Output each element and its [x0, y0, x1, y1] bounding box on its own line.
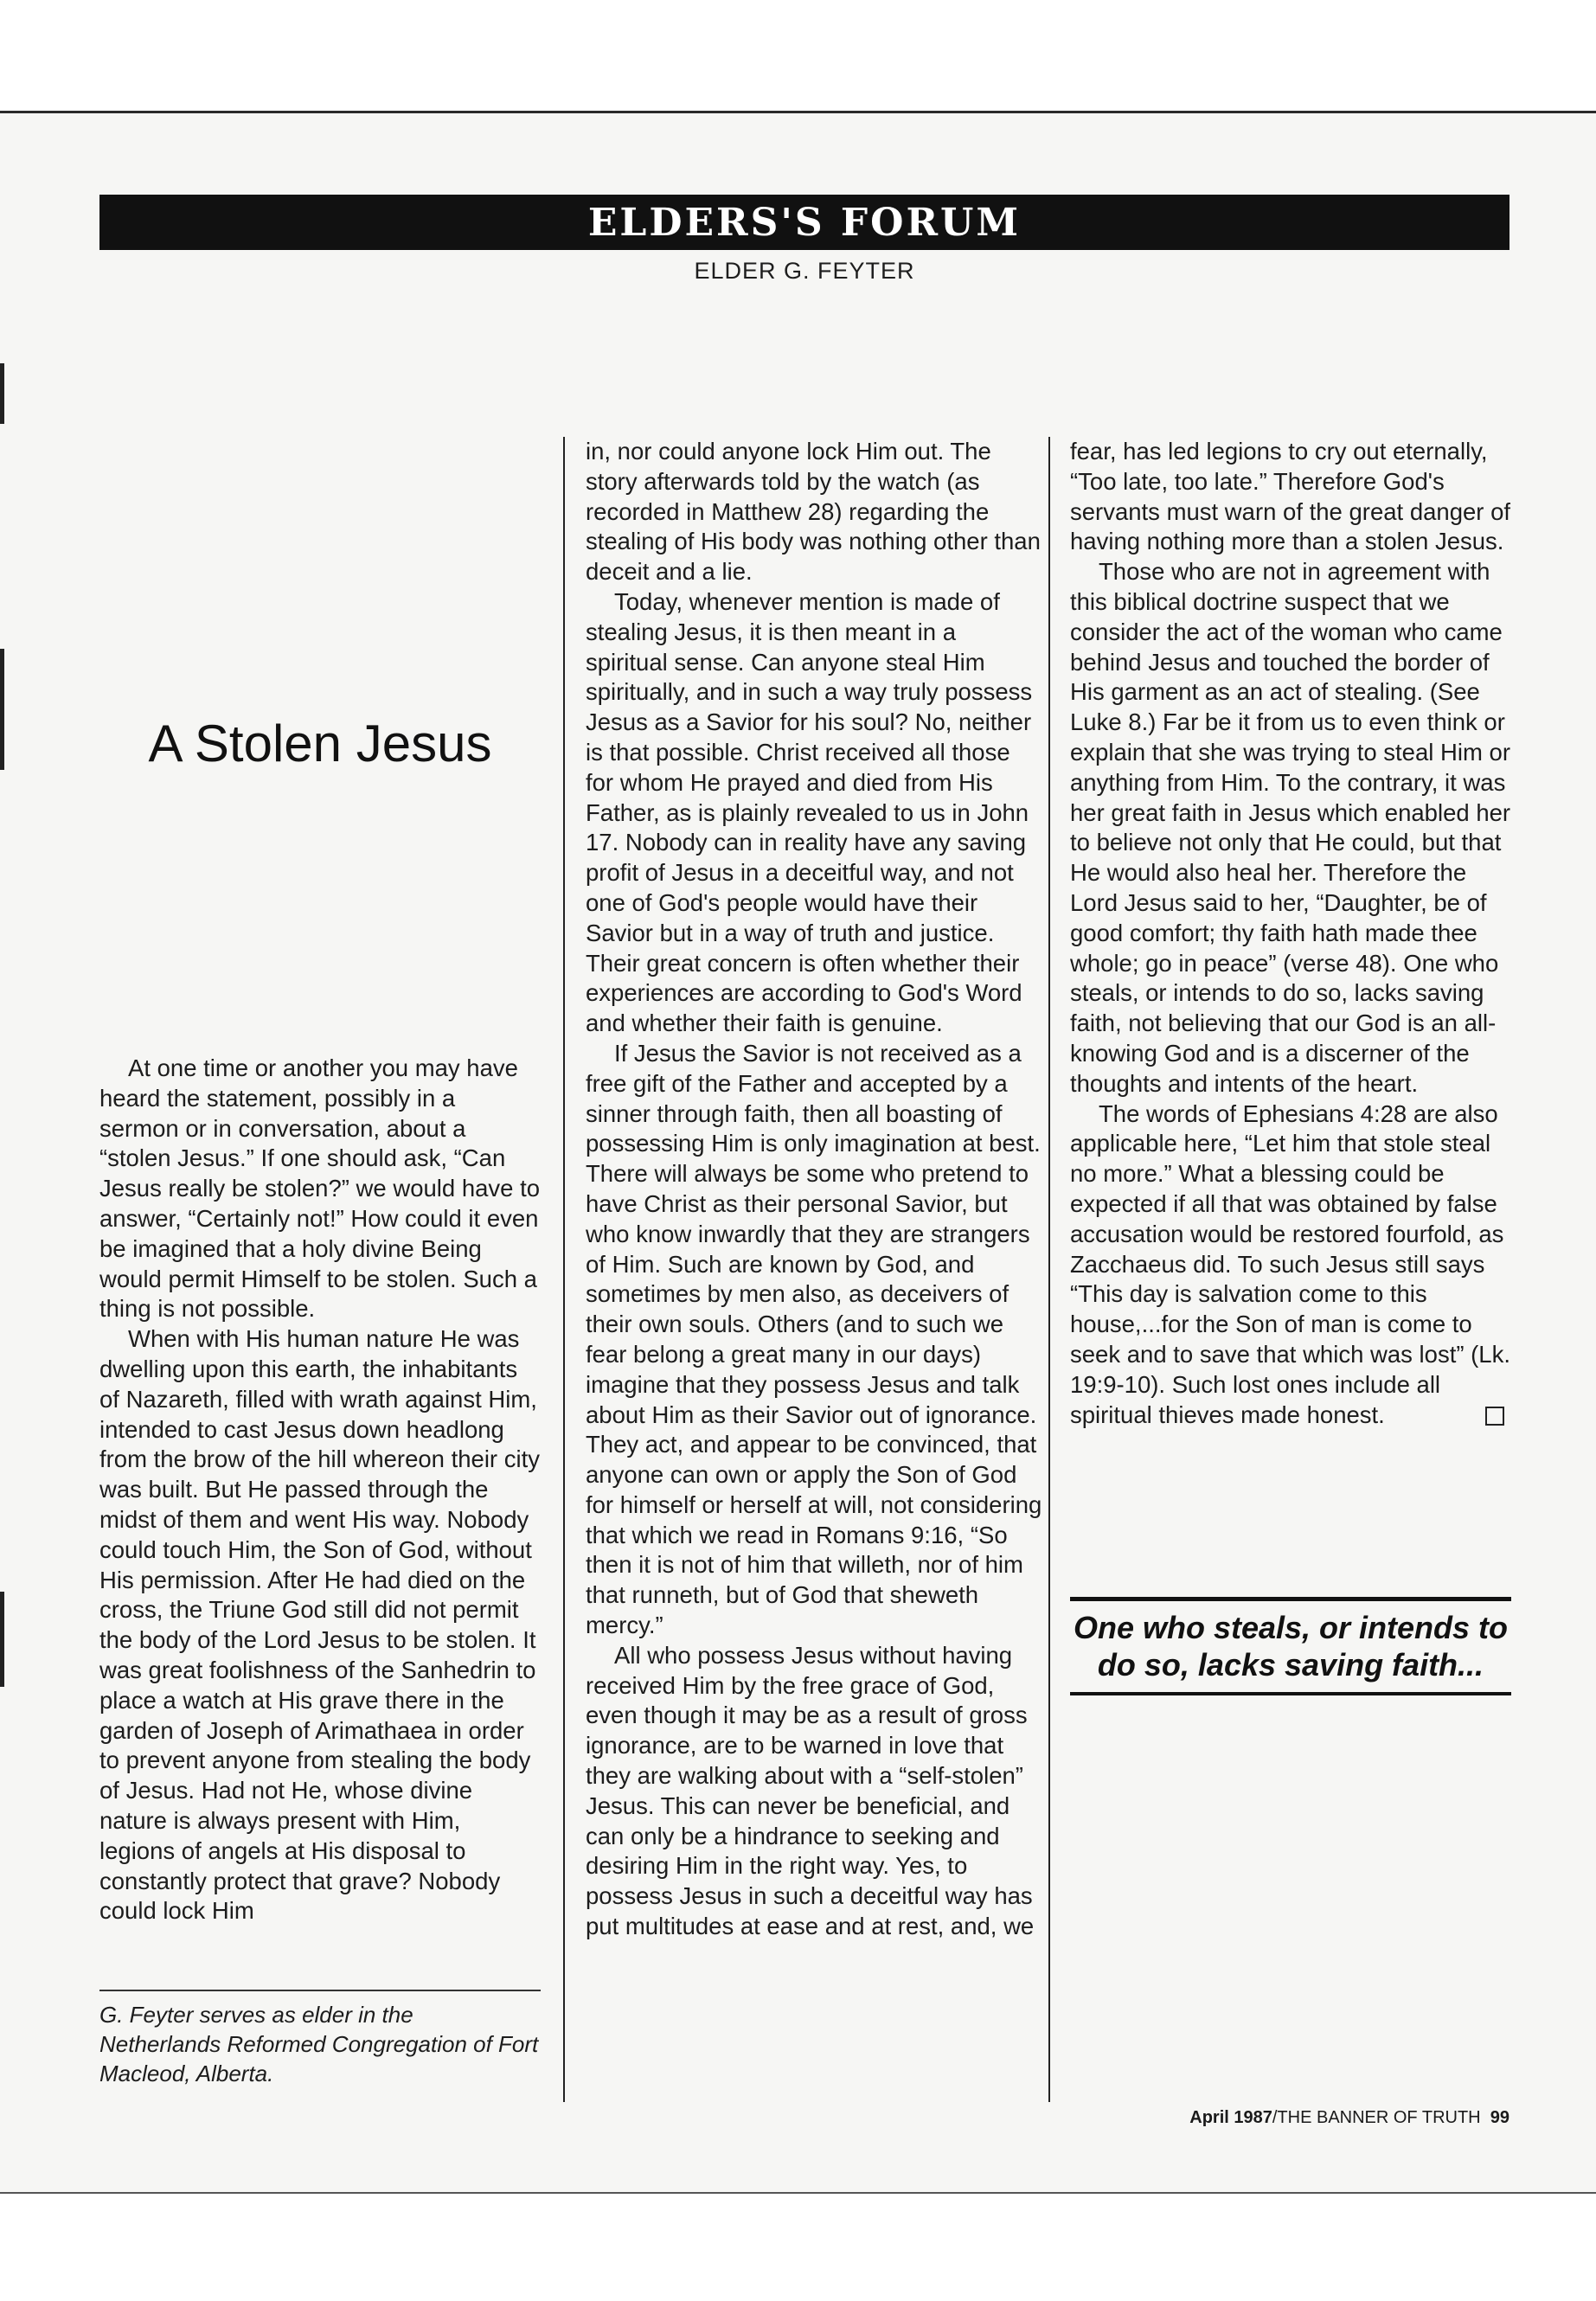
issue-date: April 1987 — [1189, 2108, 1272, 2127]
publication-name: /THE BANNER OF TRUTH — [1272, 2108, 1481, 2127]
section-title: ELDERS'S FORUM — [587, 200, 1022, 245]
article-column-2 — [586, 437, 1044, 1942]
paragraph: fear, has led legions to cry out eternally, “Too late, too late.” Therefore God's servants must warn of the great danger of having nothing more than a stolen Jesus. — [1070, 438, 1511, 555]
paragraph: in, nor could anyone lock Him out. The story afterwards told by the watch (as recorded in Matthew 28) regarding the stealing of His body was nothing other than deceit and a lie. — [586, 438, 1041, 586]
footnote-divider — [99, 1990, 541, 1991]
page-footer — [1189, 2108, 1509, 2128]
pull-quote-rule-bottom — [1070, 1692, 1511, 1695]
paragraph: If Jesus the Savior is not received as a free gift of the Father and accepted by a sinner through faith, then all boasting of possessing Him is only imagination at best. There will always be some who pretend to have Christ as their personal Savior, but who know inwardly that they are strangers of Him. Such are known by God, and sometimes by men also, as deceivers of their own souls. Others (and to such we fear belong a great many in our days) imagine that they possess Jesus and talk about Him as their Savior out of ignorance. They act, and appear to be convinced, that anyone can own or apply the Son of God for himself or herself at will, not considering that which we read in Romans 9:16, “So then it is not of him that willeth, nor of him that runneth, but of God that sheweth mercy.” — [586, 1039, 1042, 1639]
article-column-1 — [99, 1054, 541, 1926]
column-divider — [1048, 437, 1050, 2102]
column-divider — [563, 437, 565, 2102]
article-column-3 — [1070, 437, 1511, 1430]
pull-quote: One who steals, or intends to do so, lacks saving faith... — [1073, 1610, 1509, 1682]
paragraph: At one time or another you may have heard the statement, possibly in a sermon or in conversation, about a “stolen Jesus.” If one should ask, “Can Jesus really be stolen?” we would have to answer, “Certainly not!” How could it even be imagined that a holy divine Being would permit Himself to be stolen. Such a thing is not possible. — [99, 1054, 541, 1323]
scan-edge-mark — [0, 1592, 4, 1687]
section-banner — [99, 195, 1509, 250]
article-title: A Stolen Jesus — [148, 715, 492, 772]
paragraph: All who possess Jesus without having received Him by the free grace of God, even though it may be as a result of gross ignorance, are to be warned in love that they are walking about with a “self-stolen” Jesus. This can never be beneficial, and can only be a hindrance to seeking and desiring Him in the right way. Yes, to possess Jesus in such a deceitful way has put multitudes at ease and at rest, and, we — [586, 1641, 1035, 1940]
author-footnote: G. Feyter serves as elder in the Netherlands Reformed Congregation of Fort Macleod, Alberta. — [99, 2002, 539, 2086]
scan-edge-mark — [0, 649, 4, 770]
scan-edge-mark — [0, 363, 4, 424]
paragraph: Those who are not in agreement with this biblical doctrine suspect that we consider the act of the woman who came behind Jesus and touched the border of His garment as an act of stealing. (See Luke 8.) Far be it from us to even think or explain that she was trying to steal Him or anything from Him. To the contrary, it was her great faith in Jesus which enabled her to believe not only that He could, but that He would also heal her. Therefore the Lord Jesus said to her, “Daughter, be of good comfort; thy faith hath made thee whole; go in peace” (verse 48). One who steals, or intends to do so, lacks saving faith, not believing that our God is an all-knowing God and is a discerner of the thoughts and intents of the heart. — [1070, 558, 1511, 1097]
page-number: 99 — [1490, 2108, 1509, 2127]
paragraph: Today, whenever mention is made of stealing Jesus, it is then meant in a spiritual sense. Can anyone steal Him spiritually, and in such a way truly possess Jesus as a Savior for his soul? No, neither is that possible. Christ received all those for whom He prayed and died from His Father, as is plainly revealed to us in John 17. Nobody can in reality have any saving profit of Jesus in a deceitful way, and not one of God's people would have their Savior but in a way of truth and justice. Their great concern is often whether their experiences are according to God's Word and whether their faith is genuine. — [586, 587, 1033, 1037]
paragraph: The words of Ephesians 4:28 are also applicable here, “Let him that stole steal no more.” What a blessing could be expected if all that was obtained by false accusation would be restored fourfold, as Zacchaeus did. To such Jesus still says “This day is salvation come to this house,...for the Son of man is come to seek and to save that which was lost” (Lk. 19:9-10). Such lost ones include all spiritual thieves made honest. — [1070, 1099, 1510, 1428]
end-of-article-icon — [1485, 1407, 1504, 1426]
pull-quote-rule-top — [1070, 1597, 1511, 1601]
author-byline: ELDER G. FEYTER — [694, 258, 915, 284]
paragraph: When with His human nature He was dwelling upon this earth, the inhabitants of Nazareth, filled with wrath against Him, intended to cast Jesus down headlong from the brow of the hill whereon their city was built. But He passed through the midst of them and went His way. Nobody could touch Him, the Son of God, without His permission. After He had died on the cross, the Triune God still did not permit the body of the Lord Jesus to be stolen. It was great foolishness of the Sanhedrin to place a watch at His grave there in the garden of Joseph of Arimathaea in order to prevent anyone from stealing the body of Jesus. Had not He, whose divine nature is always present with Him, legions of angels at His disposal to constantly protect that grave? Nobody could lock Him — [99, 1325, 540, 1925]
